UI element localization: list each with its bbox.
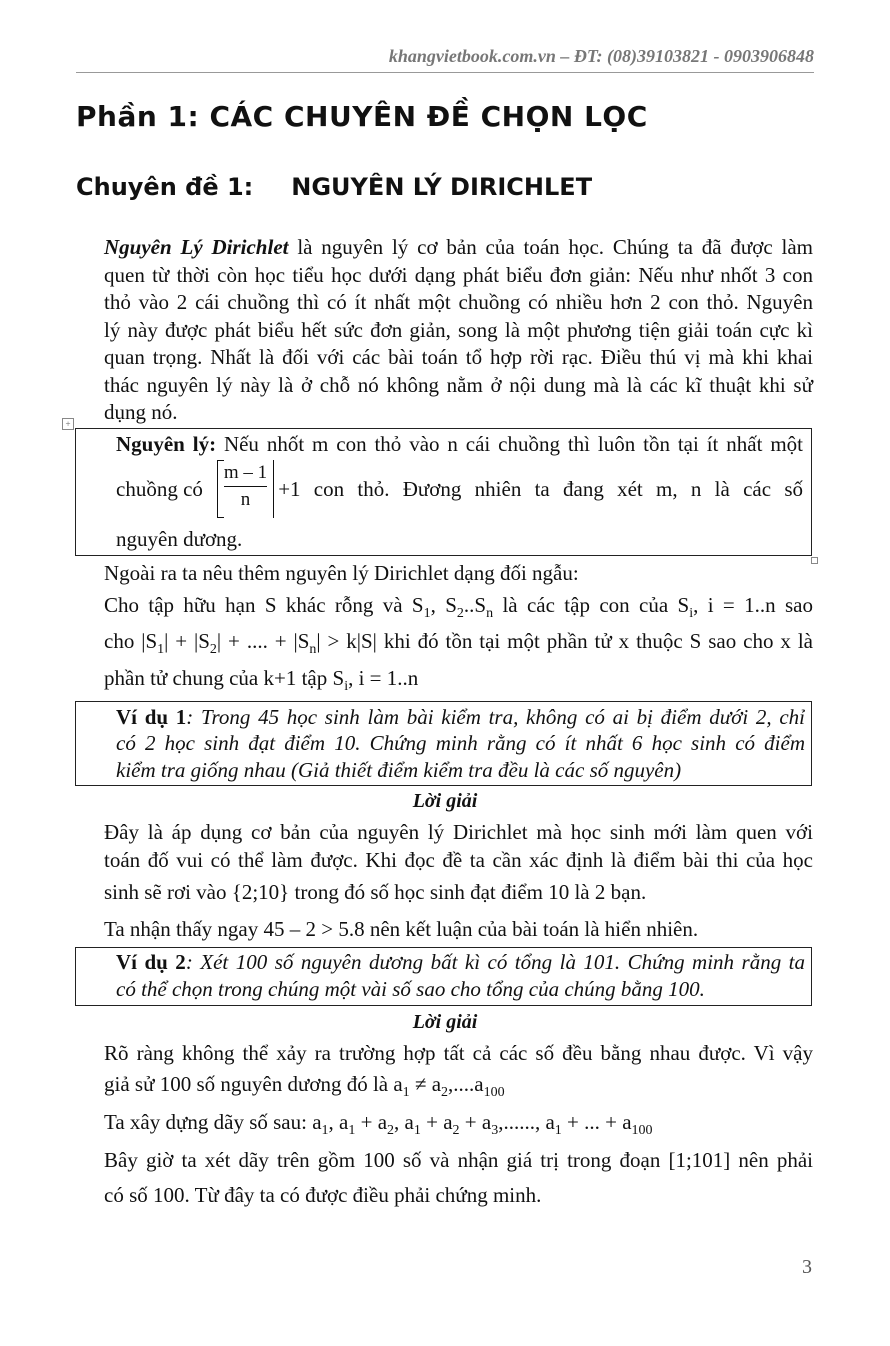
example-2-line-2: có thể chọn trong chúng một vài số sao cho tổng của chúng bằng 100.: [116, 977, 705, 1001]
example-2-line-1: Ví dụ 2: Xét 100 số nguyên dương bất kì có tổng là 101. Chứng minh rằng ta: [116, 950, 806, 974]
intro-line-7: dụng nó.: [104, 400, 178, 424]
dual-line-1: Ngoài ra ta nêu thêm nguyên lý Dirichlet dạng đối ngẫu:: [104, 561, 579, 585]
principle-label: Nguyên lý:: [116, 432, 217, 456]
solution-1-line-4: Ta nhận thấy ngay 45 – 2 > 5.8 nên kết luận của bài toán là hiển nhiên.: [104, 917, 699, 941]
dual-line-2: Cho tập hữu hạn S khác rỗng và $S_1$, $S_2..S_n$ là các tập con của $S_i$, i = 1..n sao: [104, 593, 813, 622]
solution-2-line-3: Ta xây dựng dãy số sau: $a_1$, $a_1 + a_2$, $a_1 + a_2 + a_3$,......, $a_1$ + ... + $a_{100}$: [104, 1110, 653, 1139]
intro-line-3: thỏ vào 2 cái chuồng thì có ít nhất một chuồng có nhiều hơn 2 con thỏ. Nguyên: [104, 290, 813, 314]
example-2-box: [75, 947, 812, 1006]
intro-paragraph: [104, 234, 813, 427]
intro-line-5: quan trọng. Nhất là đối với các bài toán tổ hợp rời rạc. Điều thú vị mà khi khai: [104, 345, 813, 369]
page-header: khangvietbook.com.vn – ĐT: (08)39103821 - 0903906848: [388, 46, 814, 66]
solution-1-line-2: toán đố vui có thể làm được. Khi đọc đề ta cần xác định là điểm bài thi của học: [104, 847, 813, 872]
intro-line-4: lý này được phát biểu hết sức đơn giản, song là một phương tiện giải toán cực kì: [104, 317, 813, 342]
solution-2-line-1: Rõ ràng không thể xảy ra trường hợp tất cả các số đều bằng nhau được. Vì vậy: [104, 1041, 813, 1065]
solution-2-line-4: Bây giờ ta xét dãy trên gồm 100 số và nhận giá trị trong đoạn [1;101] nên phải: [104, 1148, 813, 1172]
fraction-denominator: n: [240, 489, 251, 510]
intro-line-1: Nguyên Lý Dirichlet là nguyên lý cơ bản của toán học. Chúng ta đã được làm: [104, 235, 813, 259]
fraction-bracket: [217, 460, 274, 518]
table-move-handle-icon[interactable]: +: [62, 418, 74, 430]
page-number: 3: [802, 1256, 812, 1278]
dual-line-3: cho $|S_1| + |S_2|$ + .... + $|S_n| > k|S|$ khi đó tồn tại một phần tử x thuộc S sao cho x là: [104, 629, 813, 658]
principle-box: [75, 428, 812, 556]
example-1-line-3: kiểm tra giống nhau (Giả thiết điểm kiểm tra đều là các số nguyên): [116, 758, 682, 782]
solution-2-heading: Lời giải: [412, 1011, 478, 1033]
example-1-box: [75, 701, 812, 786]
solution-2-line-2: giả sử 100 số nguyên dương đó là $a_1 \ne a_2,....a_{100}$: [104, 1072, 505, 1101]
solution-1-line-3: sinh sẽ rơi vào {2;10} trong đó số học sinh đạt điểm 10 là 2 bạn.: [104, 880, 647, 904]
solution-1-line-1: Đây là áp dụng cơ bản của nguyên lý Dirichlet mà học sinh mới làm quen với: [104, 820, 813, 844]
solution-1-body: [104, 819, 813, 874]
intro-line-6: thác nguyên lý này là ở chỗ nó không nằm ở nội dung mà là các kĩ thuật khi sử: [104, 372, 813, 397]
chapter-heading: [76, 173, 592, 201]
dual-line-4: phần tử chung của k+1 tập $S_i$, i = 1..n: [104, 666, 419, 695]
example-2-label: Ví dụ 2: [116, 950, 186, 974]
example-1-line-1: Ví dụ 1: Trong 45 học sinh làm bài kiểm tra, không có ai bị điểm dưới 2, chỉ: [116, 705, 806, 729]
fraction-numerator: m – 1: [224, 460, 267, 487]
chapter-title: NGUYÊN LÝ DIRICHLET: [291, 173, 593, 201]
solution-1-heading: Lời giải: [412, 790, 478, 812]
principle-line-3: nguyên dương.: [116, 527, 243, 551]
principle-line-2: chuồng có $\frac{m - 1}{n}$ +1 con thỏ. Đương nhiên ta đang xét m, n là các số: [116, 460, 803, 518]
principle-line-1: Nguyên lý: Nếu nhốt m con thỏ vào n cái chuồng thì luôn tồn tại ít nhất một: [116, 432, 803, 456]
intro-line-2: quen từ thời còn học tiểu học dưới dạng phát biểu đơn giản: Nếu như nhốt 3 con: [104, 262, 813, 287]
solution-2-line-5: có số 100. Từ đây ta có được điều phải chứng minh.: [104, 1183, 542, 1207]
chapter-label: Chuyên đề 1:: [76, 173, 254, 201]
part-title: Phần 1: CÁC CHUYÊN ĐỀ CHỌN LỌC: [76, 100, 648, 133]
header-rule: [76, 72, 814, 73]
example-1-label: Ví dụ 1: [116, 705, 187, 729]
example-1-line-2: có 2 học sinh đạt điểm 10. Chứng minh rằng có ít nhất 6 học sinh có điểm: [116, 731, 805, 755]
intro-lead: Nguyên Lý Dirichlet: [104, 235, 289, 259]
